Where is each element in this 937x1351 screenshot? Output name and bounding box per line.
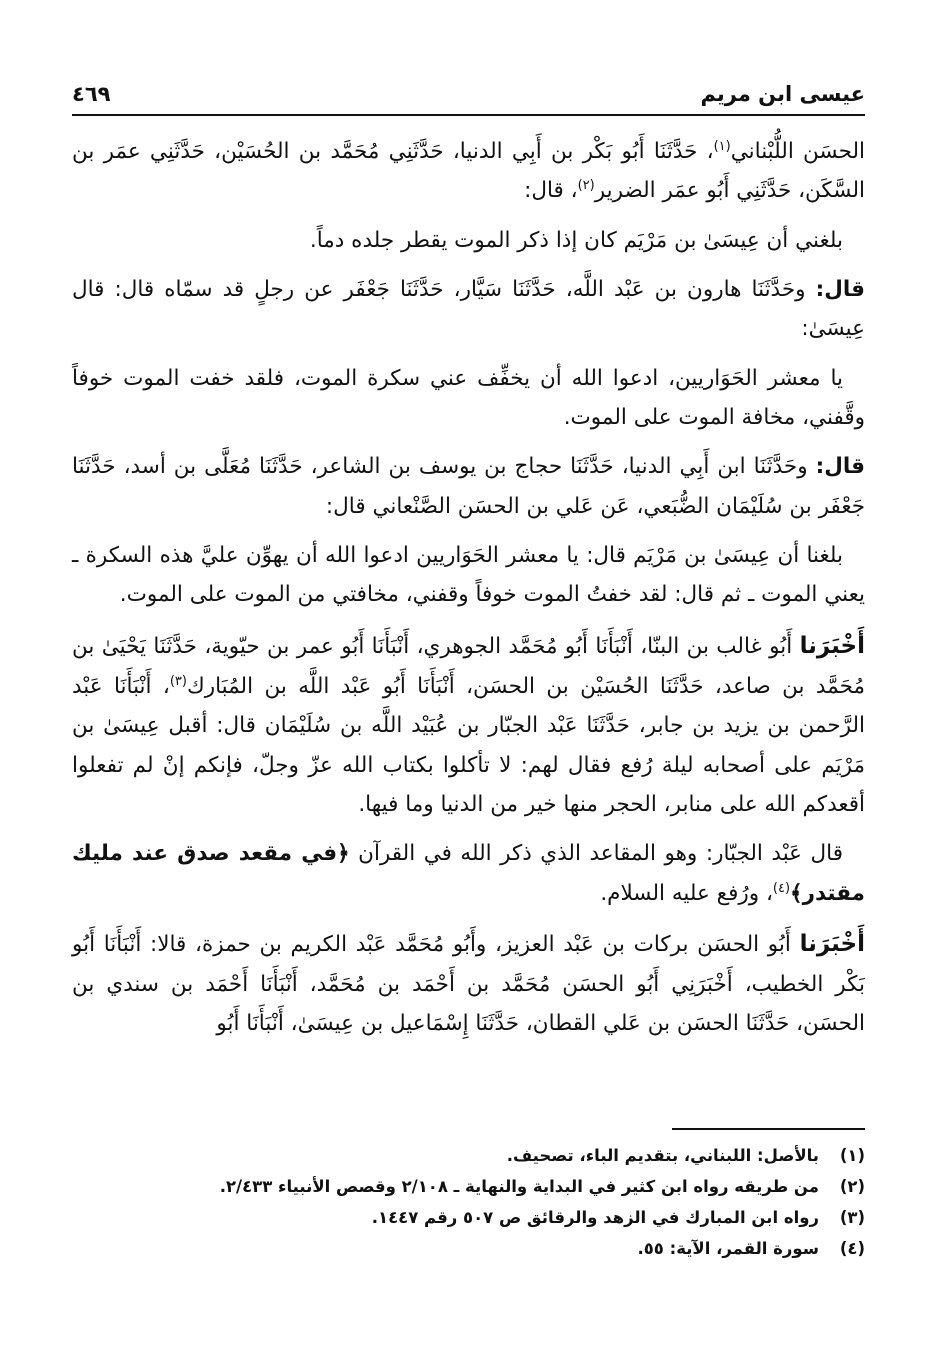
text-run: ، ورُفع عليه السلام.	[600, 880, 773, 906]
paragraph	[72, 923, 865, 1044]
footnote-number: (٣)	[839, 1208, 865, 1227]
text-run: قال عَبْد الجبّار: وهو المقاعد الذي ذكر الله في القرآن	[349, 841, 843, 867]
narration-lead: قال:	[815, 277, 865, 303]
text-run: أَبُو غالب بن البنّا، أَنْبَأَنَا أَبُو مُحَمَّد الجوهري، أَنْبَأَنَا أَبُو عمر بن حيّوية، حَدَّثَنَا يَحْيَىٰ بن مُحَمَّد بن صاعد، حَدَّثَنَا الحُسَيْن بن الحسَن، أَنْبَأَنَا أَبُو عَبْد اللَّه بن المُبَارك	[72, 633, 865, 699]
footnote-text: سورة القمر، الآية: ٥٥.	[637, 1239, 819, 1258]
footnotes	[72, 1140, 865, 1264]
paragraph	[72, 536, 865, 615]
footnote-separator	[672, 1128, 865, 1130]
text-run: بلغنا أن عِيسَىٰ بن مَرْيَم قال: يا معشر الحَوَاريين ادعوا الله أن يهوِّن عليَّ هذه السكرة ـ يعني الموت ـ ثم قال: لقد خفتُ الموت خوفاً وقفني، مخافتي من الموت على الموت.	[72, 543, 865, 608]
paragraph	[72, 447, 865, 526]
paragraph	[72, 625, 865, 824]
footnote-number: (٢)	[839, 1177, 865, 1196]
paragraph	[72, 221, 865, 260]
text-run: وحَدَّثَنَا هارون بن عَبْد اللَّه، حَدَّثَنَا سَيَّار، حَدَّثَنَا جَعْفَر عن رجلٍ قد سمّاه قال: قال عِيسَىٰ:	[72, 277, 865, 342]
paragraph	[72, 834, 865, 913]
paragraph	[72, 132, 865, 211]
text-run: ، قال:	[524, 178, 578, 204]
running-title: عيسى ابن مريم	[700, 82, 865, 106]
text-run: أَبُو الحسَن بركات بن عَبْد العزيز، وأَبُو مُحَمَّد عَبْد الكريم بن حمزة، قالا: أَنْبَأَنَا أَبُو بَكْر الخطيب، أَخْبَرَنِي أَبُو الحسَن مُحَمَّد بن أَحْمَد بن مُحَمَّد، أَنْبَأَنَا أَحْمَد بن سندي بن الحسَن، حَدَّثَنَا الحسَن بن عَلي القطان، حَدَّثَنَا إِسْمَاعيل بن عِيسَىٰ، أَنْبَأَنَا أَبُو	[72, 931, 865, 1037]
footnote-item	[72, 1171, 865, 1202]
text-run: يا معشر الحَوَاريين، ادعوا الله أن يخفِّف عني سكرة الموت، فلقد خفت الموت خوفاً وقَّفني، مخافة الموت على الموت.	[72, 365, 865, 431]
text-run: ، حَدَّثَنَا أَبُو بَكْر بن أَبِي الدنيا، حَدَّثَنِي مُحَمَّد بن الحُسَيْن، حَدَّثَنِي عمَر بن السَّكَن، حَدَّثَنِي أَبُو عمَر الضرير	[72, 139, 865, 204]
footnote-item	[72, 1202, 865, 1233]
footnote-text: من طريقه رواه ابن كثير في البداية والنهاية ـ ٢/١٠٨ وقصص الأنبياء ٢/٤٣٣.	[219, 1177, 819, 1196]
page-header	[72, 78, 865, 116]
quran-quote: ﴿في مقعد صدق عند مليك مقتدر﴾	[72, 841, 865, 906]
text-run: الحسَن اللُّبْناني	[730, 139, 865, 164]
text-run: وحَدَّثَنَا ابن أَبِي الدنيا، حَدَّثَنَا حجاج بن يوسف بن الشاعر، حَدَّثَنَا مُعَلَّى بن أسد، حَدَّثَنَا جَعْفَر بن سُلَيْمَان الضُّبَعي، عَن عَلي بن الحسَن الصَّنْعاني قال:	[72, 454, 865, 519]
main-text	[72, 132, 865, 1044]
narration-lead: أَخْبَرَنا	[799, 632, 865, 659]
text-run: بلغني أن عِيسَىٰ بن مَرْيَم كان إذا ذكر الموت يقطر جلده دماً.	[309, 227, 843, 253]
text-run: ، أَنْبَأَنَا عَبْد الرَّحمن بن يزيد بن جابر، حَدَّثَنَا عَبْد الجبّار بن عُبَيْد اللَّه بن سُلَيْمَان قال: أقبل عِيسَىٰ بن مَرْيَم على أصحابه ليلة رُفع فقال لهم: لا تأكلوا بكتاب الله عزّ وجلّ، فإنكم إنْ لم تفعلوا أقعدكم الله على منابر، الحجر منها خير من الدنيا وما فيها.	[72, 673, 865, 817]
narration-lead: قال:	[815, 454, 865, 480]
footnote-number: (١)	[839, 1146, 865, 1165]
footnote-reference: (٣)	[169, 673, 187, 689]
footnote-reference: (١)	[713, 138, 731, 154]
page-number: ٤٦٩	[72, 82, 111, 106]
footnote-text: بالأصل: اللبناني، بتقديم الباء، تصحيف.	[506, 1146, 819, 1165]
footnote-text: رواه ابن المبارك في الزهد والرقائق ص ٥٠٧ رقم ١٤٤٧.	[371, 1208, 819, 1227]
footnote-number: (٤)	[839, 1239, 865, 1258]
narration-lead: أَخْبَرَنا	[799, 930, 865, 957]
footnote-item	[72, 1233, 865, 1264]
paragraph	[72, 359, 865, 438]
paragraph	[72, 270, 865, 349]
footnote-reference: (٤)	[772, 880, 791, 896]
footnote-item	[72, 1140, 865, 1171]
footnote-reference: (٢)	[577, 178, 595, 194]
